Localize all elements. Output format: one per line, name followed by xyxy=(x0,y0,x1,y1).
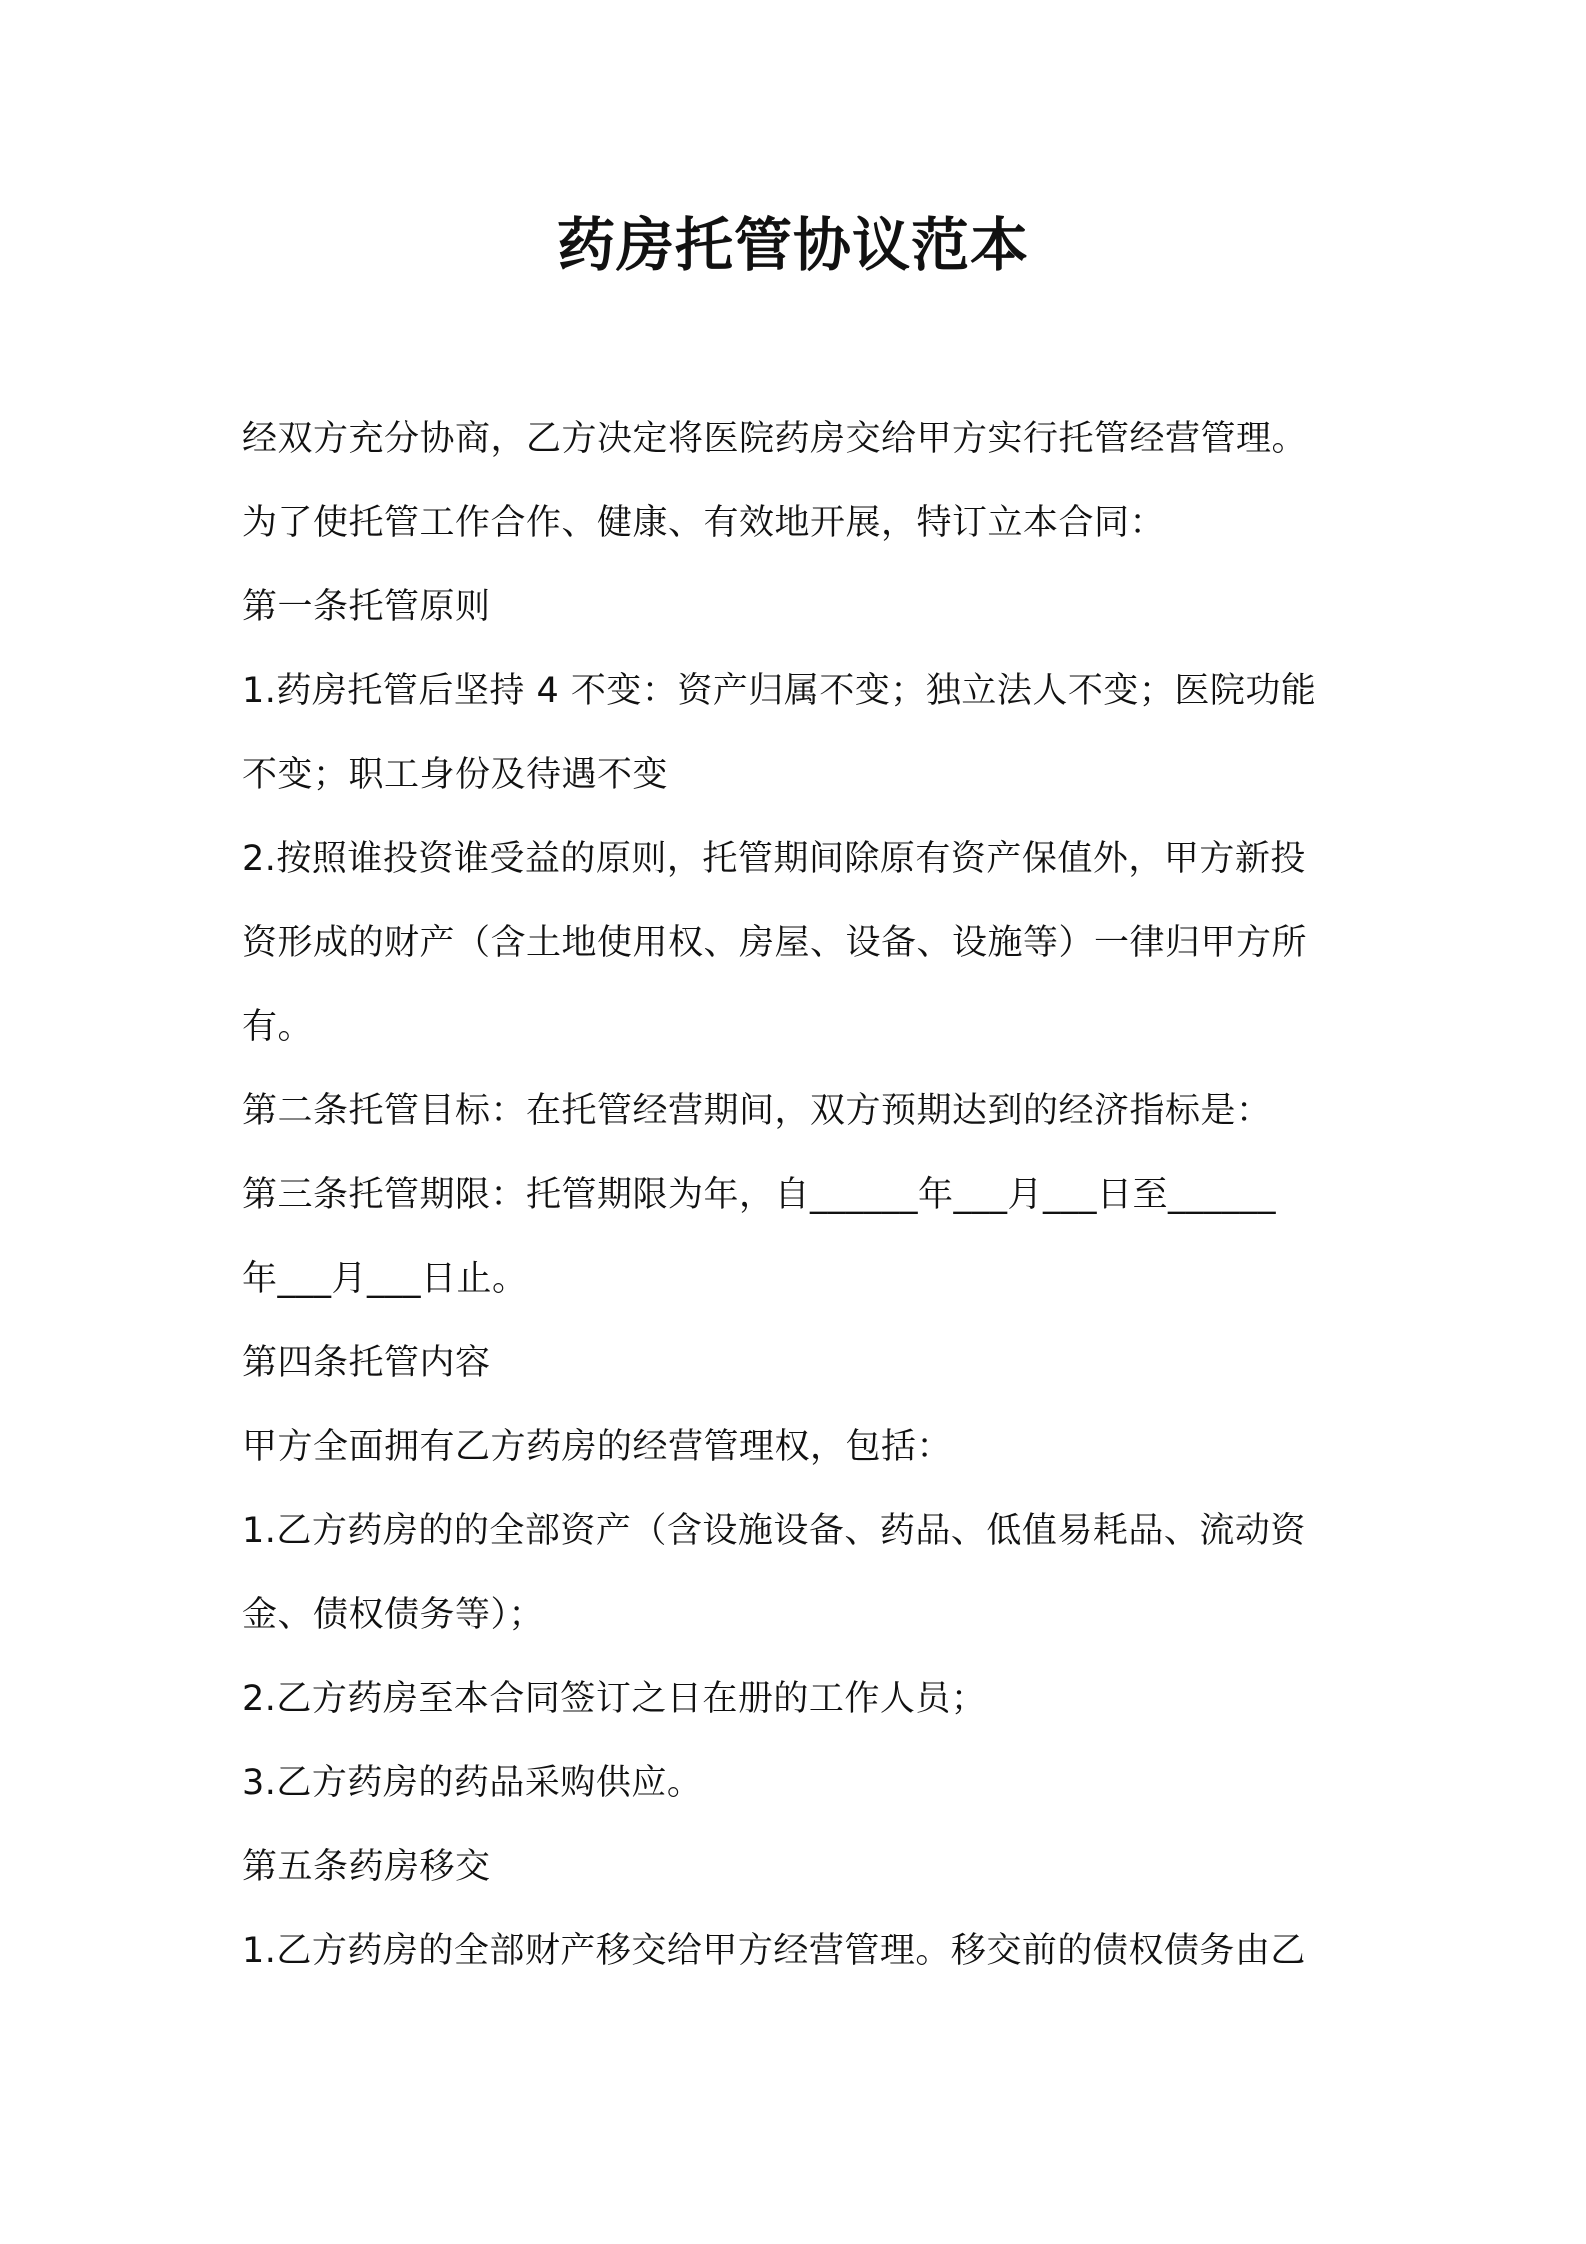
paragraph-line: 1.药房托管后坚持 4 不变：资产归属不变；独立法人不变；医院功能 xyxy=(242,671,1317,711)
paragraph-line: 不变；职工身份及待遇不变 xyxy=(242,755,669,795)
paragraph-line: 年___月___日止。 xyxy=(242,1259,528,1299)
section-heading: 第一条托管原则 xyxy=(242,587,491,627)
paragraph-line: 资形成的财产（含土地使用权、房屋、设备、设施等）一律归甲方所 xyxy=(242,923,1308,963)
paragraph-line: 1.乙方药房的全部财产移交给甲方经营管理。移交前的债权债务由乙 xyxy=(242,1931,1306,1971)
document-body xyxy=(242,397,1357,1993)
section-heading: 第二条托管目标：在托管经营期间，双方预期达到的经济指标是： xyxy=(242,1091,1272,1131)
section-heading: 第四条托管内容 xyxy=(242,1343,491,1383)
document-title: 药房托管协议范本 xyxy=(556,211,1029,279)
paragraph-line: 1.乙方药房的的全部资产（含设施设备、药品、低值易耗品、流动资 xyxy=(242,1511,1306,1551)
paragraph-line: 金、债权债务等）； xyxy=(242,1595,545,1635)
paragraph-line: 经双方充分协商，乙方决定将医院药房交给甲方实行托管经营管理。 xyxy=(242,419,1308,459)
paragraph-line: 甲方全面拥有乙方药房的经营管理权，包括： xyxy=(242,1427,953,1467)
section-heading: 第三条托管期限：托管期限为年，自______年___月___日至______ xyxy=(242,1175,1277,1215)
paragraph-line: 2.乙方药房至本合同签订之日在册的工作人员； xyxy=(242,1679,987,1719)
paragraph-line: 为了使托管工作合作、健康、有效地开展，特订立本合同： xyxy=(242,503,1166,543)
paragraph-line: 2.按照谁投资谁受益的原则，托管期间除原有资产保值外，甲方新投 xyxy=(242,839,1306,879)
paragraph-line: 3.乙方药房的药品采购供应。 xyxy=(242,1763,703,1803)
section-heading: 第五条药房移交 xyxy=(242,1847,491,1887)
paragraph-line: 有。 xyxy=(242,1007,314,1047)
